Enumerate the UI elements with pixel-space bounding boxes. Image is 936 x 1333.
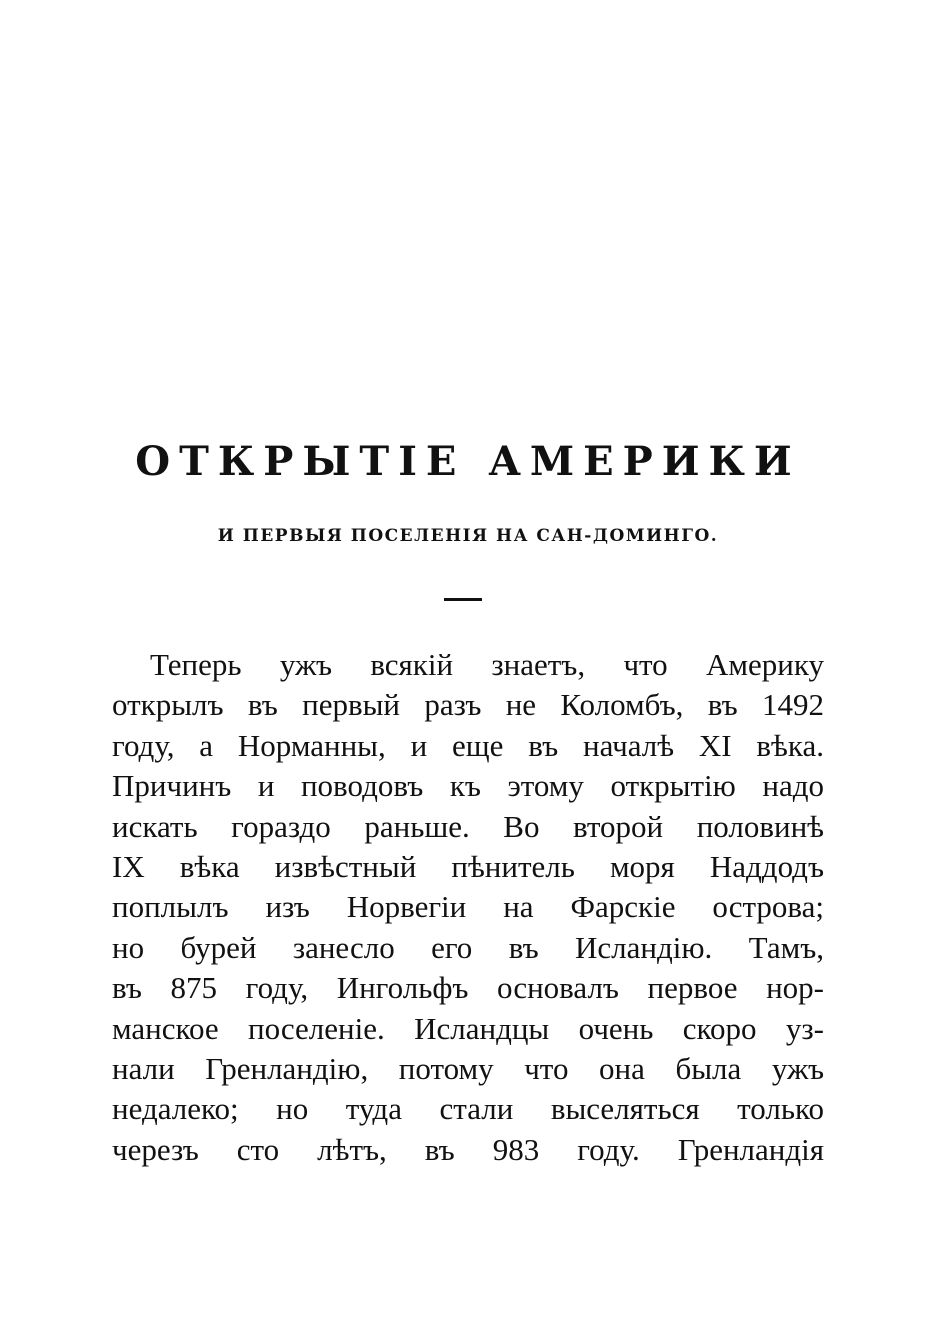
text-line: искать гораздо раньше. Во второй половинѣ [112,808,824,844]
text-line: черезъ сто лѣтъ, въ 983 году. Гренландія [112,1131,824,1167]
chapter-title: ОТКРЫТІЕ АМЕРИКИ [135,438,801,485]
text-line: но бурей занесло его въ Исландію. Тамъ, [112,929,824,965]
chapter-subtitle: И ПЕРВЫЯ ПОСЕЛЕНІЯ НА САН-ДОМИНГО. [217,526,719,546]
text-line: году, а Норманны, и еще въ началѣ XI вѣка. [112,727,824,763]
text-line: въ 875 году, Ингольфъ основалъ первое нор- [112,970,824,1006]
text-line: IX вѣка извѣстный пѣнитель моря Наддодъ [112,848,824,884]
text-line: поплылъ изъ Норвегіи на Фарскіе острова; [112,889,824,925]
text-line: манское поселеніе. Исландцы очень скоро уз- [112,1010,824,1046]
text-line: недалеко; но туда стали выселяться только [112,1091,824,1127]
body-paragraph [112,645,824,1170]
text-line: открылъ въ первый разъ не Коломбъ, въ 1492 [112,687,824,723]
text-line: нали Гренландію, потому что она была ужъ [112,1050,824,1086]
text-line: Теперь ужъ всякій знаетъ, что Америку [150,647,824,682]
text-line: Причинъ и поводовъ къ этому открытію надо [112,768,824,804]
title-separator-rule [444,598,482,601]
